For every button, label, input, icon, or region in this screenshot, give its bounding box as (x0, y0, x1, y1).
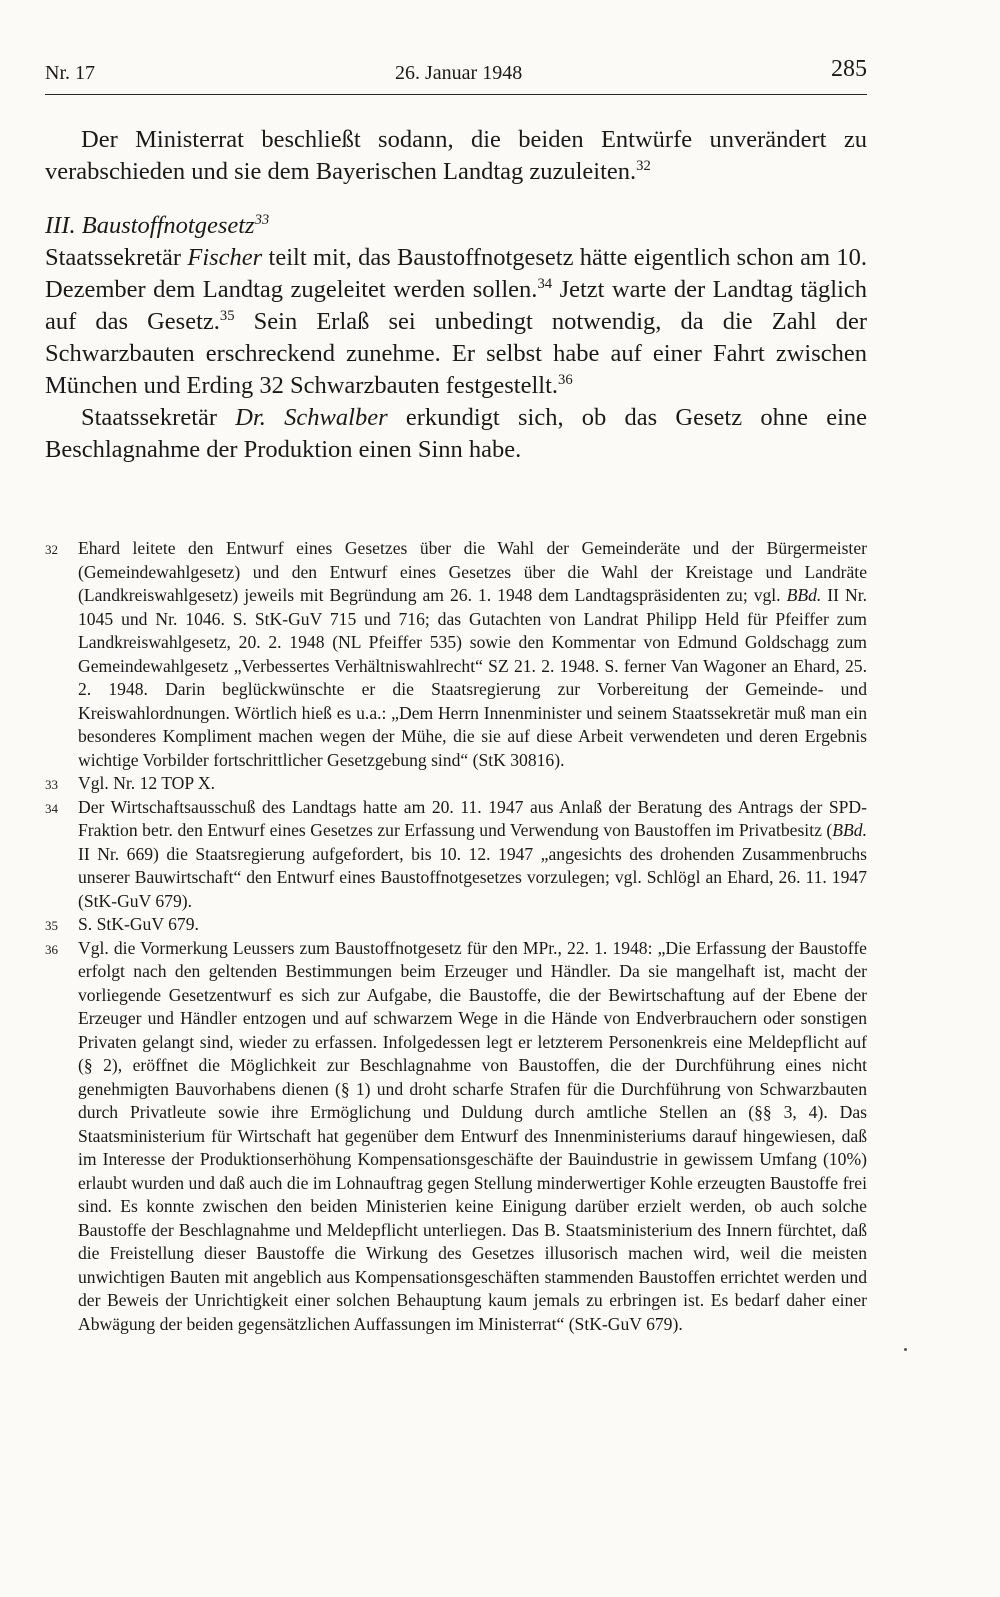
footnote-text: S. StK-GuV 679. (78, 914, 199, 934)
header-date: 26. Januar 1948 (395, 62, 523, 84)
paragraph-text: Sein Erlaß sei unbedingt notwendig, da die Zahl der Schwarzbauten erschreckend zunehme. Er selbst habe auf einer Fahrt zwischen München und Erding 32 Schwarzbauten festgestellt. (45, 308, 867, 399)
footnote-34 (45, 796, 867, 914)
scan-speck (904, 1348, 907, 1351)
footnote-text: II Nr. 1045 und Nr. 1046. S. StK-GuV 715 und 716; das Gutachten von Landrat Philipp Held für Pfeiffer zum Landkreiswahlgesetz, 20. 2. 1948 (NL Pfeiffer 535) sowie den Kommentar von Edmund Goldschagg zum Gemeindewahlgesetz „Verbessertes Verhältniswahlrecht“ SZ 21. 2. 1948. S. ferner Van Wagoner an Ehard, 25. 2. 1948. Darin beglückwünschte er die Staatsregierung zur Vorbereitung der Gemeinde- und Kreiswahlordnungen. Wörtlich hieß es u.a.: „Dem Herrn Innenminister und seinem Staatssekretär muß man ein besonderes Kompliment machen wegen der Mühe, die sie auf diese Arbeit verwendeten und deren Ergebnis wichtige Vorbilder fortschrittlicher Gesetzgebung sind“ (StK 30816). (78, 585, 867, 770)
footnote-35 (45, 913, 867, 937)
page-number: 285 (831, 56, 867, 82)
paragraph-text: Der Ministerrat beschließt sodann, die beiden Entwürfe unverändert zu verabschieden und sie dem Bayerischen Landtag zuzuleiten. (45, 126, 867, 185)
footnote-italic: BBd. (786, 585, 822, 605)
footnote-number: 34 (45, 800, 58, 816)
footnote-ref-36[interactable]: 36 (558, 372, 573, 389)
section-heading (45, 210, 867, 242)
footnote-ref-35[interactable]: 35 (219, 308, 235, 325)
footnote-text: Der Wirtschaftsausschuß des Landtags hatte am 20. 11. 1947 aus Anlaß der Beratung des Antrags der SPD-Fraktion betr. den Entwurf eines Gesetzes zur Erfassung und Verwendung von Baustoffen im Privatbesitz ( (78, 796, 867, 840)
paragraph-text: Staatssekretär (45, 244, 188, 271)
footnote-number: 32 (45, 542, 58, 557)
main-text (45, 124, 867, 466)
footnote-36 (45, 937, 867, 1337)
paragraph-fischer (45, 242, 867, 402)
paragraph-text: Jetzt warte der Landtag täglich auf das Gesetz. (45, 276, 867, 335)
footnote-text: Vgl. die Vormerkung Leussers zum Baustoffnotgesetz für den MPr., 22. 1. 1948: „Die Erfassung der Baustoffe erfolgt nach den geltenden Bestimmungen beim Erzeuger und Händler. Da sie mangelhaft ist, macht der vorliegende Gesetzentwurf es sich zur Aufgabe, die Baustoffe, die der Bewirtschaftung auf der Ebene der Erzeuger und Händler entzogen und auf schwarzem Wege in die Hände von Endverbrauchern oder sonstigen Privaten gelangt sind, wieder zu erfassen. Infolgedessen legt er letzterem Personenkreis eine Meldepflicht auf (§ 2), eröffnet die Möglichkeit zur Beschlagnahme von Baustoffen, die der Durchführung eines nicht genehmigten Bauvorhabens dienen (§ 1) und droht scharfe Strafen für die Durchführung von Schwarzbauten durch Privatleute sowie ihre Ermöglichung und Duldung durch amtliche Stellen an (§§ 3, 4). Das Staatsministerium für Wirtschaft hat gegenüber dem Entwurf des Innenministeriums darauf hingewiesen, daß im Interesse der Produktionserhöhung Kompensationsgeschäfte der Bauindustrie in gewissem Umfang (10%) erlaubt wurden und daß auch die im Lohnauftrag gegen Stellung minderwertiger Kohle erzeugten Baustoffe frei sind. Es konnte zwischen den beiden Ministerien keine Einigung darüber erzielt werden, ob auch solche Baustoffe der Beschlagnahme und Meldepflicht unterliegen. Das B. Staatsministerium des Innern fürchtet, daß die Freistellung dieser Baustoffe die Wirkung des Gesetzes illusorisch machen wird, weil die meisten unwichtigen Bauten mit angeblich aus Kompensationsgeschäften stammenden Baustoffen errichtet werden und der Beweis der Unrichtigkeit einer solchen Behauptung kaum jemals zu erbringen ist. Es bedarf daher einer Abwägung der beiden gegensätzlichen Auffassungen im Ministerrat“ (StK-GuV 679). (78, 937, 867, 1334)
footnote-ref-33[interactable]: 33 (254, 212, 270, 229)
footnote-number: 35 (45, 918, 58, 933)
footnote-32 (45, 537, 867, 772)
footnote-ref-32[interactable]: 32 (636, 158, 651, 175)
footnote-text: Ehard leitete den Entwurf eines Gesetzes über die Wahl der Gemeinderäte und der Bürgermeister (Gemeindewahlgesetz) und den Entwurf eines Gesetzes über die Wahl der Kreistage und Landräte (Landkreiswahlgesetz) jeweils mit Begründung am 26. 1. 1948 dem Landtagspräsidenten zu; vgl. (78, 538, 867, 605)
footnote-text: Vgl. Nr. 12 TOP X. (78, 773, 216, 793)
footnote-ref-34[interactable]: 34 (537, 276, 553, 293)
speaker-name: Fischer (187, 244, 263, 271)
footnote-33 (45, 772, 867, 796)
running-header (45, 58, 867, 95)
footnote-italic: BBd. (832, 820, 867, 840)
paragraph-text: erkundigt sich, ob das Gesetz ohne eine Beschlagnahme der Produktion einen Sinn habe. (45, 404, 867, 463)
paragraph-resolution (45, 124, 867, 188)
footnotes (45, 537, 867, 1336)
paragraph-text: Staatssekretär (81, 404, 236, 431)
footnote-text: II Nr. 669) die Staatsregierung aufgefordert, bis 10. 12. 1947 „angesichts des drohenden Zusammenbruchs unserer Bauwirtschaft“ den Entwurf eines Baustoffnotgesetzes vorzulegen; vgl. Schlögl an Ehard, 26. 11. 1947 (StK-GuV 679). (78, 843, 867, 911)
footnote-number: 33 (45, 777, 58, 792)
paragraph-text: teilt mit, das Baustoffnotgesetz hätte eigentlich schon am 10. Dezember dem Landtag zugeleitet werden sollen. (45, 244, 867, 303)
section-title: III. Baustoffnotgesetz (45, 212, 255, 239)
footnote-number: 36 (45, 941, 58, 957)
paragraph-schwalber (45, 402, 867, 466)
document-number: Nr. 17 (45, 62, 95, 84)
speaker-name: Dr. Schwalber (235, 404, 388, 431)
